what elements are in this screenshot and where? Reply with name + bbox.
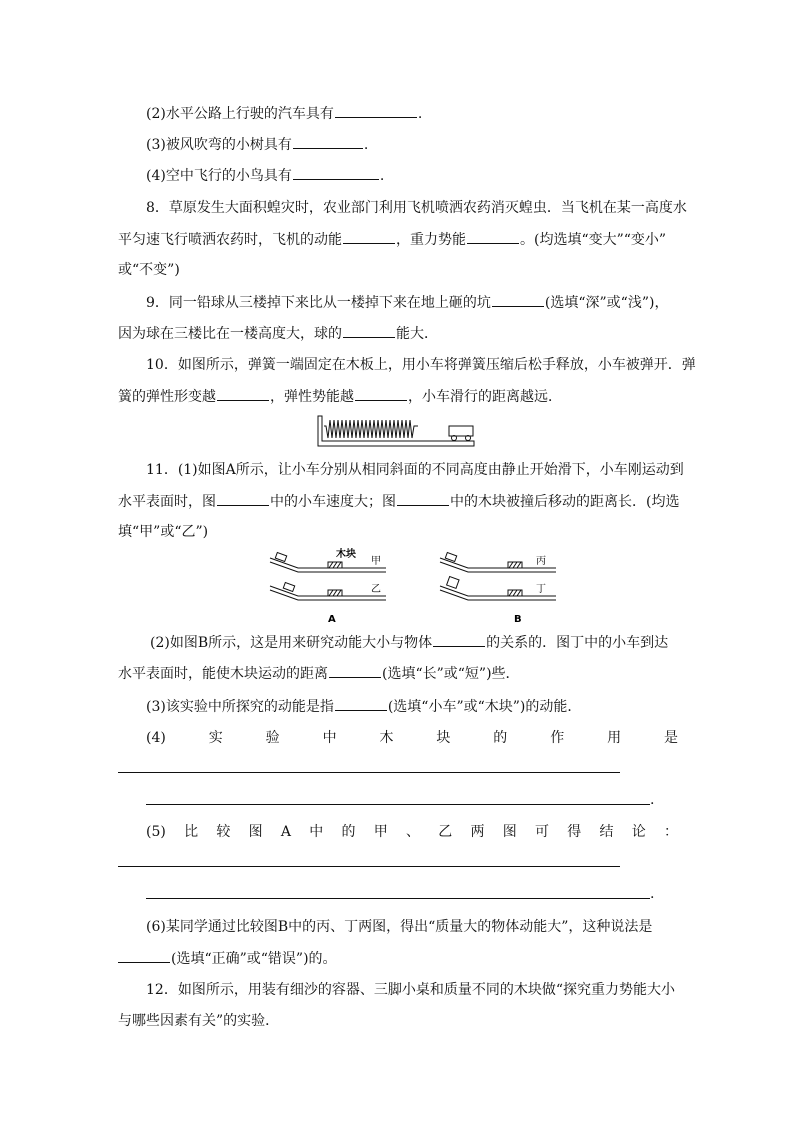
cart-body [449, 426, 473, 436]
answer-blank[interactable] [118, 948, 170, 963]
answer-blank[interactable] [335, 696, 387, 711]
q11-2-line-1: (2)如图B所示，这是用来研究动能大小与物体 的关系的．图丁中的小车到达 [150, 632, 720, 653]
answer-blank[interactable] [355, 386, 407, 401]
q10-line-1: 10．如图所示，弹簧一端固定在木板上，用小车将弹簧压缩后松手释放，小车被弹开．弹 [146, 357, 696, 373]
label-block: 木块 [336, 549, 356, 560]
q11-6-line-1: (6)某同学通过比较图B中的丙、丁两图，得出“质量大的物体动能大”，这种说法是 [146, 919, 653, 935]
q11-2-line-2: 水平表面时，能使木块运动的距离 (选填“长”或“短”)些． [118, 663, 688, 684]
label-jia: 甲 [371, 556, 381, 567]
answer-line[interactable] [146, 898, 650, 899]
answer-blank[interactable] [335, 103, 417, 118]
q11-line-2: 水平表面时，图 中的小车速度大；图 中的木块被撞后移动的距离长．(均选 [118, 491, 688, 512]
answer-blank[interactable] [343, 229, 395, 244]
answer-blank[interactable] [217, 491, 269, 506]
q11-4-line: (4) 实 验 中 木 块 的 作 用 是 [146, 730, 678, 746]
answer-line[interactable] [146, 804, 650, 805]
answer-blank[interactable] [293, 165, 379, 180]
board [318, 416, 474, 446]
spring [324, 420, 418, 438]
spring-cart-figure [316, 414, 476, 450]
label-bing: 丙 [536, 556, 546, 567]
answer-blank[interactable] [397, 491, 449, 506]
answer-blank[interactable] [293, 134, 363, 149]
cart-yi [283, 582, 294, 591]
label-yi: 乙 [371, 584, 381, 595]
answer-blank[interactable] [467, 229, 519, 244]
label-b: B [514, 614, 522, 625]
answer-blank[interactable] [217, 386, 269, 401]
q11-3-line: (3)该实验中所探究的动能是指 (选填“小车”或“木块”)的动能． [146, 696, 716, 717]
q9-line-1: 9．同一铅球从三楼掉下来比从一楼掉下来在地上砸的坑 (选填“深”或“浅”)， [146, 292, 716, 313]
q8-line-1: 8．草原发生大面积蝗灾时，农业部门利用飞机喷洒农药消灭蝗虫．当飞机在某一高度水 [146, 200, 687, 216]
answer-blank[interactable] [329, 663, 381, 678]
q11-line-3: 填“甲”或“乙”) [118, 524, 209, 540]
period-mark: . [650, 792, 655, 808]
figure-b [438, 548, 560, 626]
q12-line-1: 12．如图所示，用装有细沙的容器、三脚小桌和质量不同的木块做“探究重力势能大小 [146, 982, 675, 998]
q7-item-3: (3)被风吹弯的小树具有 . [146, 134, 716, 155]
period-mark: . [650, 886, 655, 902]
label-ding: 丁 [536, 584, 546, 595]
cart-ding-loaded [447, 577, 459, 589]
q12-line-2: 与哪些因素有关”的实验． [118, 1013, 280, 1029]
q8-line-3: 或“不变”) [118, 262, 180, 278]
answer-line[interactable] [118, 772, 620, 773]
q10-line-2: 簧的弹性形变越 ，弹性势能越 ，小车滑行的距离越远． [118, 386, 688, 407]
q11-5-line: (5) 比 较 图 A 中 的 甲 、 乙 两 图 可 得 结 论 ： [146, 824, 678, 840]
q7-item-4: (4)空中飞行的小鸟具有 . [146, 165, 716, 186]
q7-item-2: (2)水平公路上行驶的汽车具有 . [146, 103, 716, 124]
answer-blank[interactable] [433, 632, 485, 647]
q11-line-1: 11．(1)如图A所示，让小车分别从相同斜面的不同高度由静止开始滑下，小车刚运动到 [146, 462, 684, 478]
answer-blank[interactable] [492, 292, 544, 307]
answer-line[interactable] [118, 866, 620, 867]
label-a: A [328, 614, 336, 625]
q8-line-2: 平匀速飞行喷洒农药时，飞机的动能 ，重力势能 。(均选填“变大”“变小” [118, 229, 688, 250]
q11-6-line-2: (选填“正确”或“错误”)的。 [118, 948, 688, 969]
figure-a [268, 548, 390, 626]
answer-blank[interactable] [343, 323, 395, 338]
q9-line-2: 因为球在三楼比在一楼高度大，球的 能大． [118, 323, 688, 344]
